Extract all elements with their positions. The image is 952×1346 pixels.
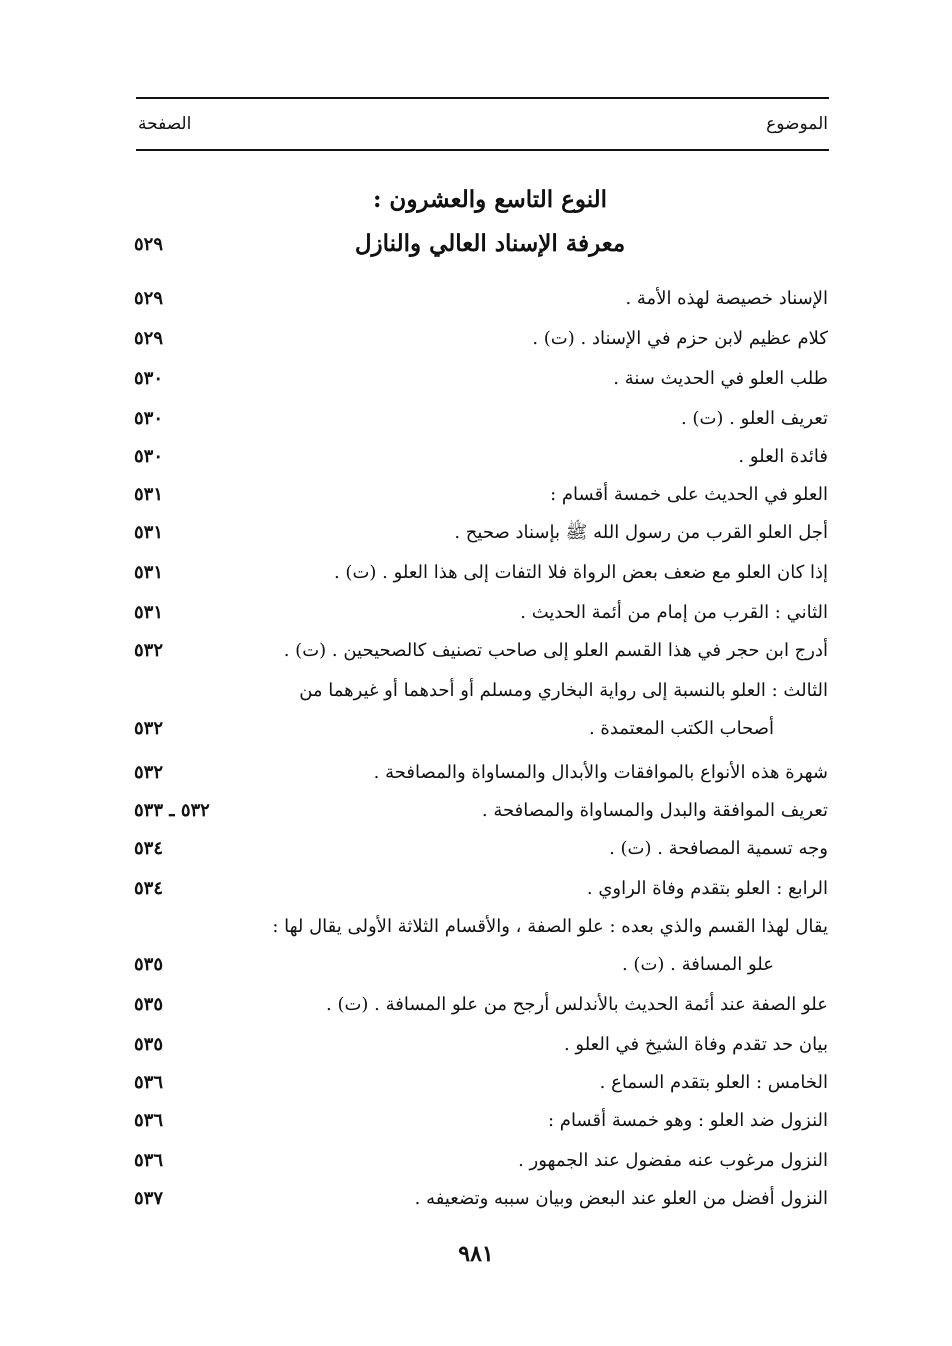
toc-entry	[134, 441, 828, 473]
toc-entry	[134, 517, 828, 549]
toc-entry-title: النزول مرغوب عنه مفضول عند الجمهور .	[518, 1150, 828, 1171]
toc-entry	[134, 479, 828, 511]
toc-entry	[134, 757, 828, 789]
toc-entry-title: الخامس : العلو بتقدم السماع .	[599, 1072, 828, 1093]
toc-entry-page: ٥٣١	[134, 562, 164, 583]
toc-entry-title: شهرة هذه الأنواع بالموافقات والأبدال والمساواة والمصافحة .	[373, 762, 828, 783]
toc-entry-page: ٥٢٩	[134, 288, 164, 309]
toc-entry-page: ٥٣٥	[134, 994, 164, 1015]
toc-entry	[134, 283, 828, 315]
toc-entry-title: النزول ضد العلو : وهو خمسة أقسام :	[548, 1110, 828, 1131]
toc-entry-title: الثالث : العلو بالنسبة إلى رواية البخاري ومسلم أو أحدهما أو غيرهما من	[299, 680, 828, 701]
toc-entry-page: ٥٣٦	[134, 1110, 164, 1131]
toc-entry-page: ٥٣٤	[134, 878, 164, 899]
header-bottom-rule	[136, 149, 829, 151]
toc-entry-title: الرابع : العلو بتقدم وفاة الراوي .	[586, 878, 828, 899]
toc-entry-page: ٥٣٠	[134, 368, 164, 389]
toc-entry-title: وجه تسمية المصافحة . (ت) .	[609, 838, 828, 859]
toc-entry	[134, 833, 828, 865]
toc-entry-title: يقال لهذا القسم والذي بعده : علو الصفة ، والأقسام الثلاثة الأولى يقال لها :	[272, 916, 828, 937]
column-header-topic: الموضوع	[766, 114, 828, 134]
toc-entry-title-continuation: علو المسافة . (ت) .	[621, 954, 774, 975]
toc-entry	[134, 323, 828, 355]
toc-entry	[134, 1029, 828, 1061]
toc-entry-title: أدرج ابن حجر في هذا القسم العلو إلى صاحب تصنيف كالصحيحين . (ت) .	[283, 640, 828, 661]
toc-entry-page: ٥٣٢	[134, 762, 164, 783]
toc-entry-page: ٥٢٩	[134, 328, 164, 349]
section-subtitle-page: ٥٢٩	[134, 234, 164, 255]
toc-entry-title: الإسناد خصيصة لهذه الأمة .	[625, 288, 828, 309]
section-subtitle: معرفة الإسناد العالي والنازل	[354, 230, 626, 257]
toc-entry	[134, 795, 828, 827]
toc-entry-title: طلب العلو في الحديث سنة .	[613, 368, 828, 389]
toc-entry-title: تعريف الموافقة والبدل والمساواة والمصافحة .	[481, 800, 828, 821]
toc-entry-title: النزول أفضل من العلو عند البعض وبيان سببه وتضعيفه .	[414, 1188, 828, 1209]
toc-entry-page: ٥٣١	[134, 602, 164, 623]
toc-entry	[134, 597, 828, 629]
toc-entry-page: ٥٣٦	[134, 1150, 164, 1171]
toc-entry	[134, 1145, 828, 1177]
toc-entry-title: كلام عظيم لابن حزم في الإسناد . (ت) .	[532, 328, 828, 349]
toc-entry-page: ٥٣٤	[134, 838, 164, 859]
toc-entry	[134, 557, 828, 589]
toc-entry-page: ٥٣٧	[134, 1188, 164, 1209]
toc-entry	[134, 1067, 828, 1099]
toc-entry-page: ٥٣٠	[134, 408, 164, 429]
toc-entry-page: ٥٣٢ ـ ٥٣٣	[134, 800, 210, 821]
toc-entry-title: أجل العلو القرب من رسول الله ﷺ بإسناد صحيح .	[454, 522, 828, 543]
toc-entry-title: فائدة العلو .	[738, 446, 828, 467]
toc-entry	[134, 911, 828, 983]
toc-entry-title: العلو في الحديث على خمسة أقسام :	[550, 484, 828, 505]
toc-entry	[134, 363, 828, 395]
toc-entry	[134, 1183, 828, 1215]
toc-entry-page: ٥٣٦	[134, 1072, 164, 1093]
toc-entry-title: بيان حد تقدم وفاة الشيخ في العلو .	[563, 1034, 828, 1055]
toc-entry-page: ٥٣٢	[134, 718, 164, 739]
header-top-rule	[136, 97, 829, 99]
toc-entry-page: ٥٣٢	[134, 640, 164, 661]
toc-entry-page: ٥٣١	[134, 522, 164, 543]
column-header-page: الصفحة	[138, 114, 192, 134]
toc-entry-title-continuation: أصحاب الكتب المعتمدة .	[588, 718, 774, 739]
toc-entry-title: تعريف العلو . (ت) .	[680, 408, 828, 429]
toc-entry-title: الثاني : القرب من إمام من أئمة الحديث .	[520, 602, 828, 623]
section-title: النوع التاسع والعشرون :	[372, 186, 608, 213]
toc-entry-title: علو الصفة عند أئمة الحديث بالأندلس أرجح من علو المسافة . (ت) .	[326, 994, 828, 1015]
toc-entry	[134, 1105, 828, 1137]
toc-entry-page: ٥٣٠	[134, 446, 164, 467]
toc-entry	[134, 873, 828, 905]
toc-entry-title: إذا كان العلو مع ضعف بعض الرواة فلا التفات إلى هذا العلو . (ت) .	[333, 562, 828, 583]
toc-entry	[134, 635, 828, 667]
toc-entry-page: ٥٣٥	[134, 1034, 164, 1055]
toc-entry	[134, 403, 828, 435]
toc-entry-page: ٥٣١	[134, 484, 164, 505]
page-number: ٩٨١	[458, 1241, 494, 1267]
toc-entry-page: ٥٣٥	[134, 954, 164, 975]
toc-entry	[134, 675, 828, 747]
toc-entry	[134, 989, 828, 1021]
